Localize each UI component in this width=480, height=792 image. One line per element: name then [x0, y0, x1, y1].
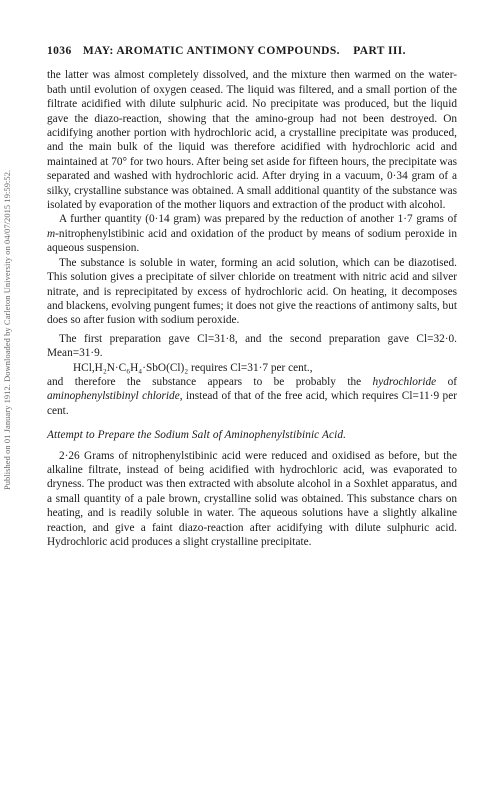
- meta-prefix: m: [47, 227, 56, 240]
- paragraph-1: the latter was almost completely dissolved, and the mixture then warmed on the water-bath until evolution of oxygen ceased. The liquid was filtered, and a small portion of the filtrate acidified with dilute sulphuric acid. No precipitate was produced, but the liquid gave the diazo-reaction, showing that the amino-group had not been destroyed. On acidifying another portion with hydrochloric acid, a crystalline precipitate was produced, and the main bulk of the liquid was therefore acidified with hydrochloric acid and maintained at 70° for two hours. After being set aside for fifteen hours, the precipitate was separated and washed with hydrochloric acid. After drying in a vacuum, 0·34 gram of a silky, crystalline substance was obtained. A small additional quantity of the substance was isolated by evaporation of the mother liquors and extraction of the product with alcohol.: [47, 69, 457, 212]
- page-content: [47, 44, 457, 549]
- running-head: [47, 44, 457, 58]
- formula-line: HCl,H₂N·C₆H₄·SbO(Cl)₂ requires Cl=31·7 per cent.,: [73, 361, 313, 374]
- paragraph-6: 2·26 Grams of nitrophenylstibinic acid were reduced and oxidised as before, but the alkaline filtrate, instead of being acidified with hydrochloric acid, was evaporated to dryness. The product was then extracted with absolute alcohol in a Soxhlet apparatus, and a small quantity of a pale brown, crystalline solid was obtained. This substance chars on heating, and is readily soluble in water. The aqueous solutions have a slightly alkaline reaction, and give a faint diazo-reaction after acidifying with dilute sulphuric acid. Hydrochloric acid produces a slight crystalline precipitate.: [47, 449, 457, 548]
- compound-name-hydrochloride: hydrochloride: [372, 375, 437, 388]
- page-number: 1036: [47, 45, 72, 57]
- paragraph-3: The substance is soluble in water, forming an acid solution, which can be diazotised. This solution gives a precipitate of silver chloride on treatment with nitric acid and silver nitrate, and is reprecipitated by excess of hydrochloric acid. On heating, it decomposes and blackens, evolving pungent fumes; it does not give the reactions of antimony salts, but does so after fusion with sodium peroxide.: [47, 256, 457, 327]
- compound-name-chloride: aminophenylstibinyl chloride: [47, 390, 180, 403]
- paragraph-2: A further quantity (0·14 gram) was prepared by the reduction of another 1·7 grams of m-nitrophenylstibinic acid and oxidation of the product by means of sodium peroxide in aqueous suspension.: [47, 213, 457, 255]
- part-label: PART III.: [353, 45, 406, 57]
- running-title: MAY: AROMATIC ANTIMONY COMPOUNDS.: [82, 45, 340, 57]
- paragraph-5: and therefore the substance appears to be probably the hydrochloride of aminophenylstibinyl chloride, instead of that of the free acid, which requires Cl=11·9 per cent.: [47, 375, 457, 417]
- section-heading: Attempt to Prepare the Sodium Salt of Aminophenylstibinic Acid.: [47, 429, 347, 442]
- download-watermark: Published on 01 January 1912. Downloaded by Carleton University on 04/07/2015 19:59:52.: [3, 169, 12, 490]
- paragraph-4: The first preparation gave Cl=31·8, and the second preparation gave Cl=32·0. Mean=31·9.: [47, 332, 457, 360]
